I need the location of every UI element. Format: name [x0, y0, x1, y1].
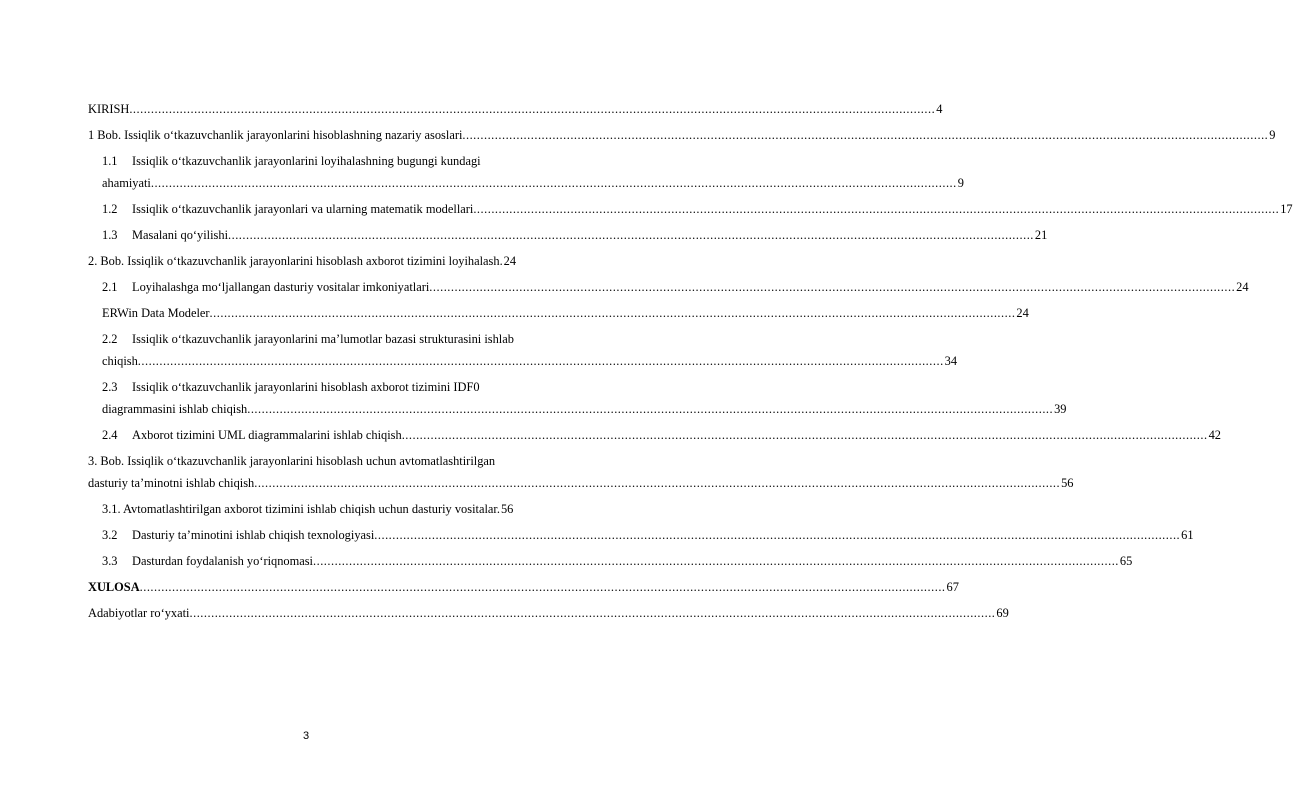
toc-entry-title: 3. Bob. Issiqlik o‘tkazuvchanlik jarayonlarini hisoblash uchun avtomatlashtirilgan [88, 454, 496, 468]
toc-entry-title: 1 Bob. Issiqlik o‘tkazuvchanlik jarayonlarini hisoblashning nazariy asoslari [88, 128, 463, 142]
toc-entry-line2 [88, 475, 1074, 491]
toc-page-number: 56 [500, 502, 514, 516]
toc-entry-title-cont: diagrammasini ishlab chiqish [102, 402, 248, 416]
toc-entry-title: ERWin Data Modeler [102, 306, 210, 320]
toc-section-number: 1.1 [102, 154, 118, 168]
toc-leader-dots [462, 127, 1268, 143]
toc-section-number: 2.4 [102, 428, 118, 442]
toc-entry-line2 [102, 401, 1067, 417]
toc-leader-dots [129, 101, 935, 117]
toc-entry-line1 [102, 153, 570, 169]
toc-entry-1-1[interactable] [88, 153, 964, 191]
toc-entry-kirish[interactable] [88, 101, 943, 117]
toc-entry-title: Issiqlik o‘tkazuvchanlik jarayonlarini loyihalashning bugungi kundagi [132, 154, 481, 168]
toc-page-number: 39 [1054, 402, 1067, 416]
toc-leader-dots [254, 475, 1060, 491]
table-of-contents [88, 101, 1293, 631]
toc-entry-bob2[interactable] [88, 253, 570, 269]
toc-entry-3-2[interactable] [88, 527, 1194, 543]
toc-page-number: 61 [1181, 528, 1194, 542]
toc-entry-title: Loyihalashga mo‘ljallangan dasturiy vositalar imkoniyatlari [132, 280, 430, 294]
toc-page-number: 24 [1016, 306, 1029, 320]
toc-entry-title: Issiqlik o‘tkazuvchanlik jarayonlarini hisoblash axborot tizimini IDF0 [132, 380, 480, 394]
toc-page-number: 65 [1119, 554, 1133, 568]
toc-leader-dots [210, 305, 1016, 321]
toc-page-number: 56 [1061, 476, 1074, 490]
toc-leader-dots [228, 227, 1034, 243]
toc-entry-title-cont: ahamiyati [102, 176, 151, 190]
page-number: 3 [302, 730, 310, 742]
toc-entry-title: KIRISH [88, 102, 130, 116]
toc-entry-title: Masalani qo‘yilishi [132, 228, 229, 242]
toc-section-number: 3.3 [102, 554, 118, 568]
toc-leader-dots [190, 605, 996, 621]
toc-page-number: 34 [944, 354, 958, 368]
toc-page-number: 42 [1208, 428, 1221, 442]
toc-page-number: 17 [1280, 202, 1293, 216]
toc-entry-3-1[interactable] [88, 501, 570, 517]
toc-entry-line1 [102, 379, 570, 395]
toc-section-number: 3.2 [102, 528, 118, 542]
toc-leader-dots [247, 401, 1053, 417]
toc-entry-erwin[interactable] [88, 305, 1029, 321]
toc-entry-2-1[interactable] [88, 279, 1249, 295]
toc-leader-dots [402, 427, 1208, 443]
toc-leader-dots [138, 353, 944, 369]
toc-entry-title: Adabiyotlar ro‘yxati [88, 606, 190, 620]
toc-entry-1-2[interactable] [88, 201, 1293, 217]
toc-entry-title: Dasturdan foydalanish yo‘riqnomasi [132, 554, 314, 568]
toc-entry-title-cont: dasturiy ta’minotni ishlab chiqish [88, 476, 255, 490]
toc-page-number: 9 [1269, 128, 1276, 142]
toc-entry-2-2[interactable] [88, 331, 958, 369]
toc-entry-line2 [102, 353, 958, 369]
toc-entry-2-4[interactable] [88, 427, 1221, 443]
toc-page-number: 9 [957, 176, 964, 190]
toc-entry-adabiyotlar[interactable] [88, 605, 1009, 621]
toc-page-number: 4 [936, 102, 943, 116]
toc-entry-title: Issiqlik o‘tkazuvchanlik jarayonlarini ma’lumotlar bazasi strukturasini ishlab [132, 332, 514, 346]
toc-leader-dots [140, 579, 946, 595]
toc-entry-title: Issiqlik o‘tkazuvchanlik jarayonlari va ularning matematik modellari [132, 202, 474, 216]
toc-entry-1-3[interactable] [88, 227, 1048, 243]
toc-leader-dots [313, 553, 1119, 569]
toc-section-number: 2.1 [102, 280, 118, 294]
toc-leader-dots [473, 201, 1279, 217]
toc-entry-bob3[interactable] [88, 453, 1074, 491]
toc-section-number: 2.2 [102, 332, 118, 346]
toc-entry-2-3[interactable] [88, 379, 1067, 417]
toc-entry-title: Dasturiy ta’minotini ishlab chiqish texnologiyasi [132, 528, 375, 542]
toc-entry-line2 [102, 175, 964, 191]
toc-entry-title: 2. Bob. Issiqlik o‘tkazuvchanlik jarayonlarini hisoblash axborot tizimini loyihalash. [88, 254, 503, 268]
toc-entry-3-3[interactable] [88, 553, 1133, 569]
toc-page-number: 24 [503, 254, 517, 268]
toc-section-number: 1.2 [102, 202, 118, 216]
toc-entry-title-cont: chiqish [102, 354, 138, 368]
toc-leader-dots [374, 527, 1180, 543]
toc-section-number: 1.3 [102, 228, 118, 242]
toc-entry-xulosa[interactable] [88, 579, 959, 595]
toc-leader-dots [429, 279, 1235, 295]
toc-page-number: 24 [1236, 280, 1249, 294]
toc-page-number: 21 [1034, 228, 1048, 242]
toc-section-number: 2.3 [102, 380, 118, 394]
toc-page-number: 67 [946, 580, 959, 594]
toc-entry-title: Axborot tizimini UML diagrammalarini ishlab chiqish [132, 428, 402, 442]
toc-leader-dots [151, 175, 957, 191]
toc-page-number: 69 [996, 606, 1009, 620]
toc-entry-bob1[interactable] [88, 127, 1276, 143]
toc-entry-title: XULOSA [88, 580, 140, 594]
toc-entry-line1 [102, 331, 570, 347]
toc-entry-title: 3.1. Avtomatlashtirilgan axborot tizimini ishlab chiqish uchun dasturiy vositalar. [102, 502, 500, 516]
